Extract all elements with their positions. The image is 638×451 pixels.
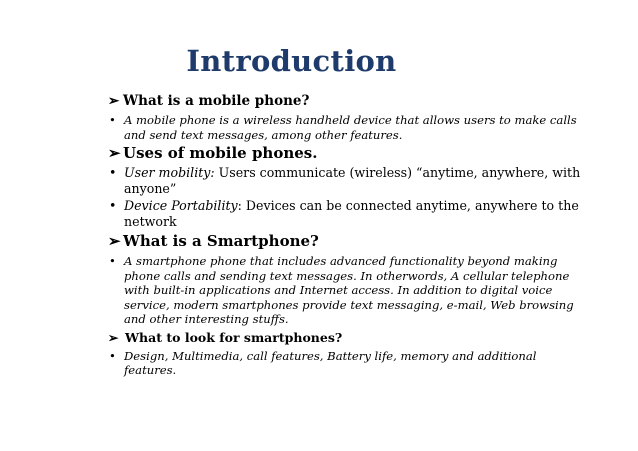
arrow-bullet-icon: ➢ [108, 329, 119, 345]
bullet-item [108, 349, 583, 378]
bullet-term: User mobility: [124, 165, 215, 180]
section-heading-what-to-look-for [108, 328, 583, 347]
bullet-text: : Devices can be connected anytime, anywhere to the network [124, 198, 579, 229]
slide-title: Introduction [186, 44, 397, 78]
bullet-item [108, 254, 583, 327]
bullet-term: Device Portability [124, 198, 238, 213]
heading-text: Uses of mobile phones. [123, 144, 318, 162]
heading-text: What is a Smartphone? [123, 232, 319, 250]
bullet-text: A mobile phone is a wireless handheld device that allows users to make calls and send text messages, among other features. [124, 113, 577, 142]
bullet-dot-icon: • [109, 198, 117, 213]
bullet-item [108, 165, 583, 197]
slide-content [108, 92, 583, 379]
bullet-dot-icon: • [109, 165, 117, 180]
section-heading-mobile-phone [108, 92, 583, 111]
bullet-item [108, 113, 583, 142]
heading-text: What is a mobile phone? [123, 93, 310, 109]
heading-text: What to look for smartphones? [125, 329, 343, 345]
bullet-text: Design, Multimedia, call features, Battery life, memory and additional features. [124, 348, 537, 377]
bullet-item [108, 198, 583, 230]
bullet-dot-icon: • [109, 254, 116, 268]
bullet-text: A smartphone phone that includes advanced functionality beyond making phone calls and sending text messages. In otherwords, A cellular telephone with built-in applications and Internet access. In addition to digital voice service, modern smartphones provide text messaging, e-mail, Web browsing and other interesting stuffs. [124, 254, 574, 326]
arrow-bullet-icon: ➢ [108, 144, 121, 162]
arrow-bullet-icon: ➢ [108, 232, 121, 250]
arrow-bullet-icon: ➢ [108, 93, 120, 109]
bullet-text: Users communicate (wireless) “anytime, anywhere, with anyone” [124, 165, 581, 196]
section-heading-uses [108, 143, 583, 164]
bullet-dot-icon: • [109, 113, 116, 127]
bullet-dot-icon: • [109, 348, 116, 363]
section-heading-smartphone [108, 231, 583, 252]
